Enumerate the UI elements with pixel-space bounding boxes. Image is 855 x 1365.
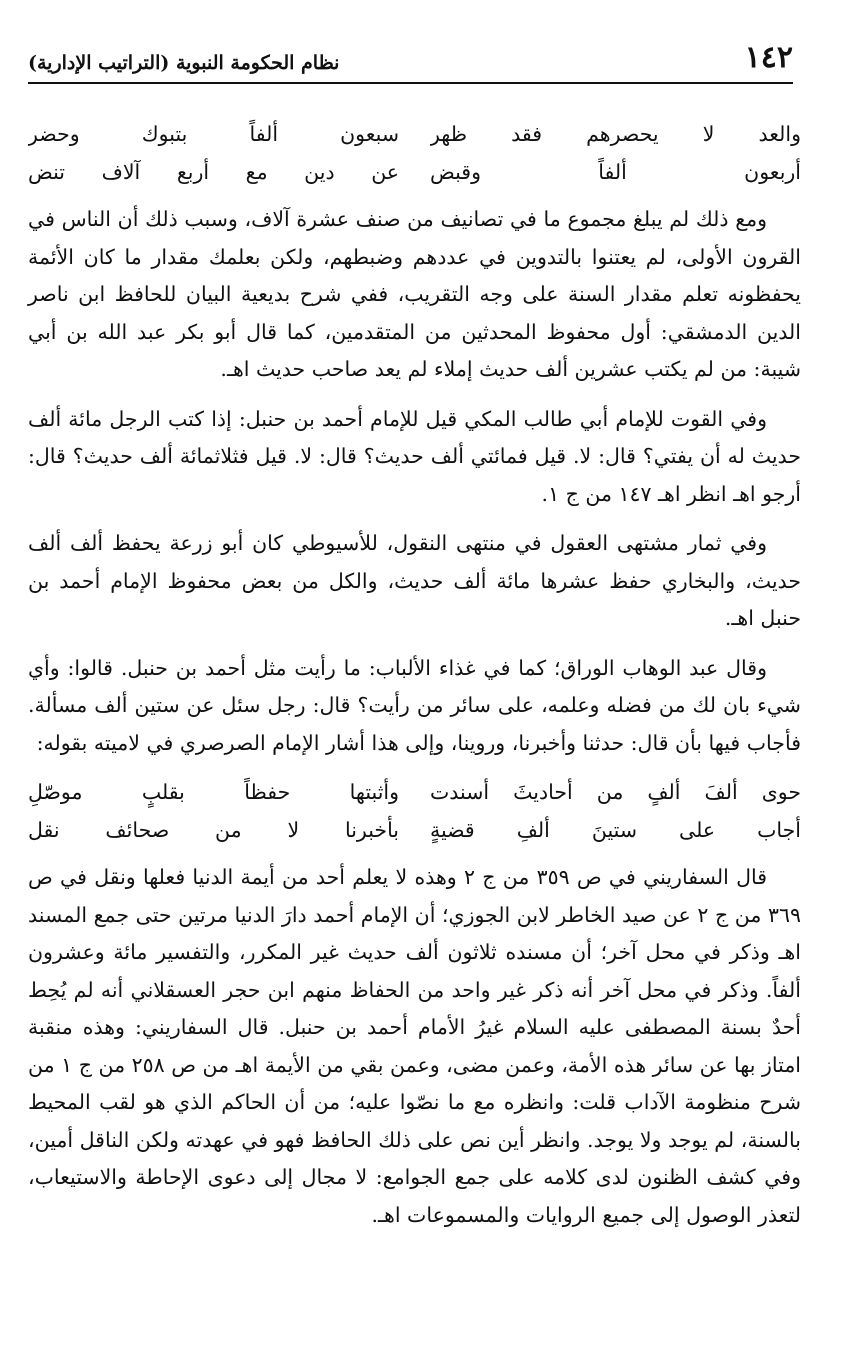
verse-block-2: [28, 774, 801, 849]
verse-line: [28, 812, 801, 850]
verse-hemistich-left: عن دين مع أربع آلاف تنض: [28, 159, 400, 184]
verse-line: [28, 116, 801, 154]
verse-line: [28, 154, 801, 192]
verse-hemistich-right: والعد لا يحصرهم فقد ظهر: [429, 122, 801, 146]
page-header: [28, 38, 793, 84]
page-body: [28, 116, 801, 1246]
paragraph: وقال عبد الوهاب الوراق؛ كما في غذاء الألباب: ما رأيت مثل أحمد بن حنبل. قالوا: وأي شيء بان لك من فضله وعلمه، على سائر من رأيت؟ قال: رجل سئل عن ستين ألف مسألة. فأجاب فيها بأن قال: حدثنا وأخبرنا، وروينا، وإلى هذا أشار الإمام الصرصري في لاميته بقوله:: [28, 655, 801, 755]
paragraph: وفي ثمار مشتهى العقول في منتهى النقول، للأسيوطي كان أبو زرعة يحفظ ألف ألف حديث، والبخاري حفظ عشرها مائة ألف حديث، والكل من بعض محفوظ الإمام أحمد بن حنبل اهـ.: [28, 531, 801, 630]
running-title: نظام الحكومة النبوية (التراتيب الإدارية): [28, 52, 340, 74]
verse-line: [28, 774, 801, 812]
verse-hemistich-left: سبعون ألفاً بتبوك وحضر: [28, 122, 400, 146]
verse-hemistich-right: حوى ألفَ ألفٍ من أحاديثَ أسندت: [429, 780, 801, 804]
paragraph: قال السفاريني في ص ٣٥٩ من ج ٢ وهذه لا يعلم أحد من أيمة الدنيا فعلها ونقل في ص ٣٦٩ من ج ٢ عن صيد الخاطر لابن الجوزي؛ أن الإمام أحمد دارَ الدنيا مرتين حتى جمع المسند اهـ وذكر في محل آخر؛ أن مسنده ثلاثون ألف حديث غير المكرر، والتفسير مائة وعشرون ألفاً. وذكر في محل آخر أنه ذكر غير واحد من الحفاظ منهم ابن حجر العسقلاني أنه لم يُحِط أحدٌ بسنة المصطفى عليه السلام غيرُ الأمام أحمد بن حنبل. قال السفاريني: وهذه منقبة امتاز بها عن سائر هذه الأمة، وعمن مضى، وعمن بقي من الأيمة اهـ من ص ٢٥٨ من ج ١ من شرح منظومة الآداب قلت: وانظره مع ما نصّوا عليه؛ من أن الحاكم الذي هو لقب المحيط بالسنة، لم يوجد ولا يوجد. وانظر أين نص على ذلك الحافظ فهو في عهدته ولكن الناقل أمين، وفي كشف الظنون لدى كلامه على جمع الجوامع: لا مجال إلى دعوى الإحاطة والاستيعاب، لتعذر الوصول إلى جميع الروايات والمسموعات اهـ.: [28, 865, 801, 1227]
verse-block-1: [28, 116, 801, 191]
verse-hemistich-left: وأثبتها حفظاً بقلبٍ موصّلِ: [28, 780, 400, 804]
page-number: ١٤٢: [744, 40, 793, 75]
paragraph: ومع ذلك لم يبلغ مجموع ما في تصانيف من صنف عشرة آلاف، وسبب ذلك أن الناس في القرون الأولى، لم يعتنوا بالتدوين في عددهم وضبطهم، ولكن بعلمك مقدار ما كان الأئمة يحفظونه تعلم مقدار السنة على وجه التقريب، ففي شرح بديعية البيان للحافظ ابن ناصر الدين الدمشقي: أول محفوظ المحدثين من المتقدمين، كما قال أبو بكر عبد الله بن أبي شيبة: من لم يكتب عشرين ألف حديث إملاء لم يعد صاحب حديث اهـ.: [28, 207, 801, 381]
verse-hemistich-left: بأخبرنا لا من صحائف نقل: [28, 817, 400, 842]
paragraph: وفي القوت للإمام أبي طالب المكي قيل للإمام أحمد بن حنبل: إذا كتب الرجل مائة ألف حديث له أن يفتي؟ قال: لا. قيل فمائتي ألف حديث؟ قال: لا. قيل فثلاثمائة ألف حديث؟ قال: أرجو اهـ انظر اهـ ١٤٧ من ج ١.: [28, 406, 801, 506]
verse-hemistich-right: أجاب على ستينَ ألفِ قضيةٍ: [429, 817, 801, 842]
verse-hemistich-right: أربعون ألفاً وقبض: [429, 159, 801, 184]
